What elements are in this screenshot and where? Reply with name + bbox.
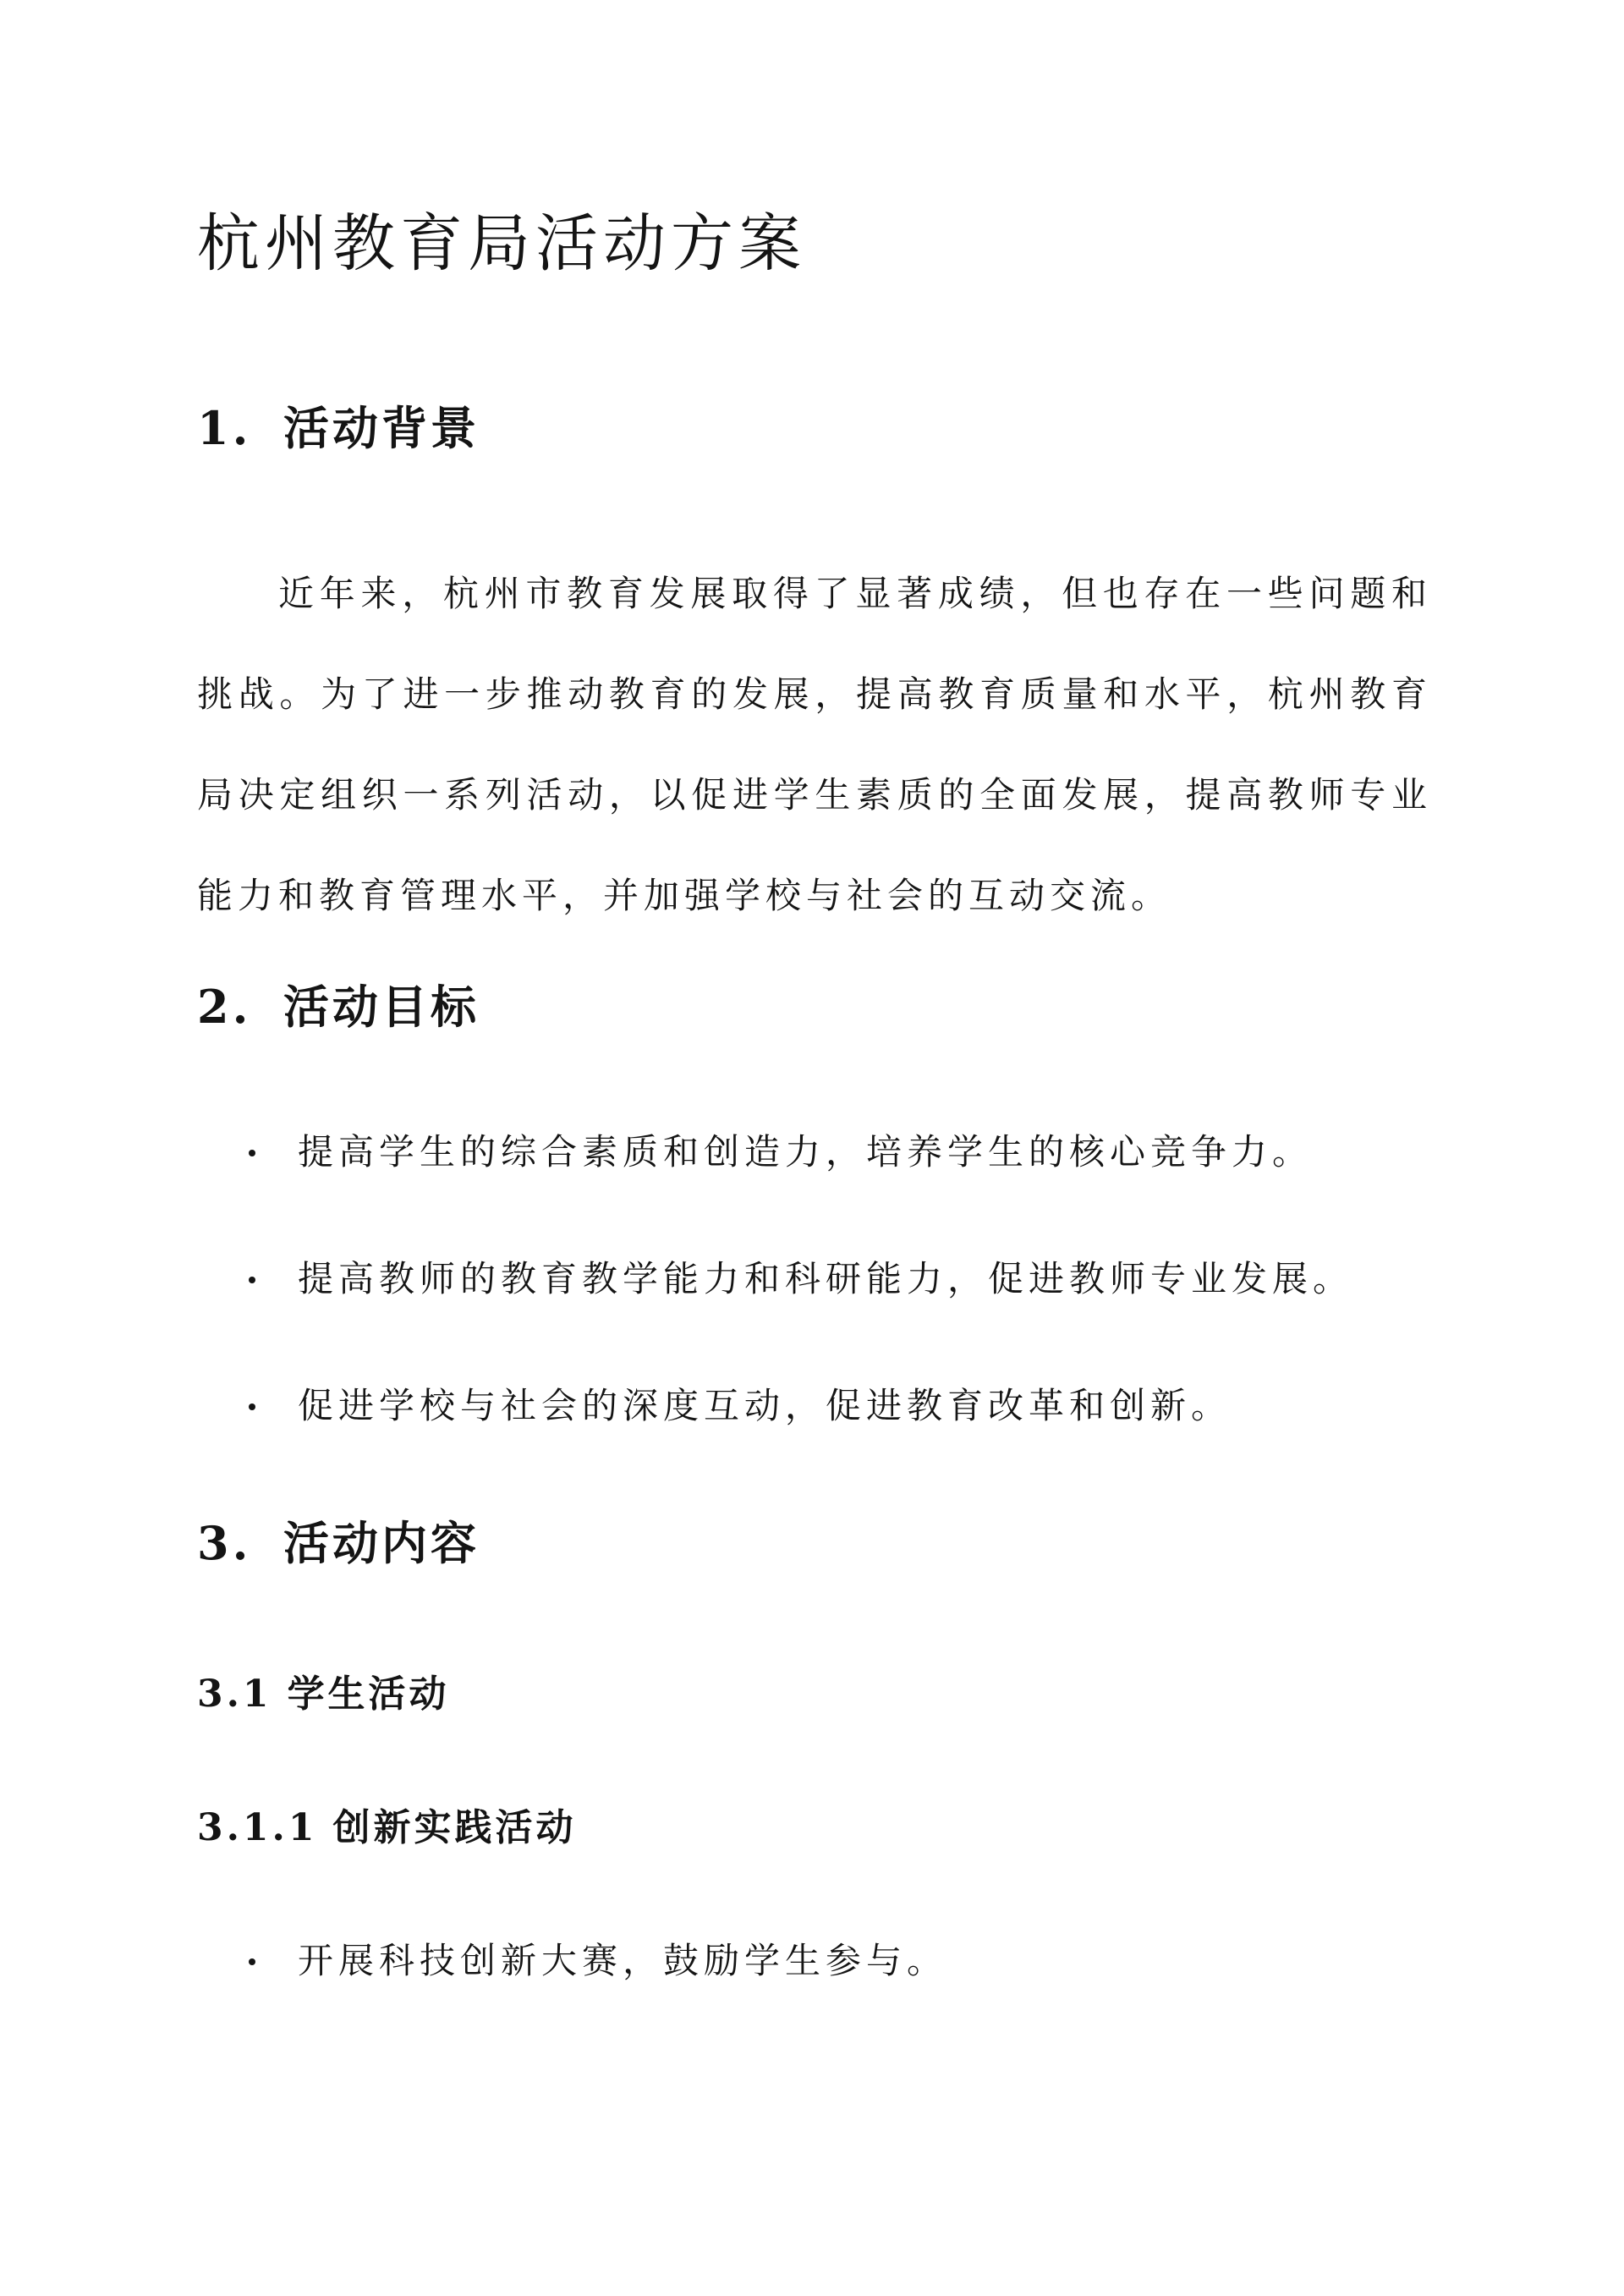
section-3-heading xyxy=(197,1509,480,1577)
list-item-text: 提高学生的综合素质和创造力，培养学生的核心竞争力。 xyxy=(298,1131,1314,1173)
section-1-title: 活动背景 xyxy=(283,401,480,455)
subsection-3-1-title: 学生活动 xyxy=(287,1673,450,1716)
section-3-number: 3. xyxy=(197,1516,252,1570)
subsection-3-1-1-title: 创新实践活动 xyxy=(332,1806,577,1849)
section-2-number: 2. xyxy=(197,980,252,1034)
bullet-dot-icon xyxy=(249,1403,255,1410)
bullet-dot-icon xyxy=(249,1277,255,1283)
document-title: 杭州教育局活动方案 xyxy=(197,207,806,280)
subsection-3-1-number: 3.1 xyxy=(197,1673,272,1716)
section-2-title: 活动目标 xyxy=(283,980,480,1034)
list-item-text: 开展科技创新大赛，鼓励学生参与。 xyxy=(298,1940,948,1981)
section-2-heading xyxy=(197,973,480,1041)
section-1-number: 1. xyxy=(197,401,252,455)
list-item-text: 提高教师的教育教学能力和科研能力，促进教师专业发展。 xyxy=(298,1258,1354,1299)
subsection-3-1-1-number: 3.1.1 xyxy=(197,1806,318,1849)
subsection-3-1-heading xyxy=(197,1665,450,1724)
section-1-heading xyxy=(197,394,480,462)
section-3-title: 活动内容 xyxy=(283,1516,480,1570)
subsection-3-1-1-heading xyxy=(197,1799,576,1858)
bullet-dot-icon xyxy=(249,1958,255,1965)
section-1-paragraph: 近年来，杭州市教育发展取得了显著成绩，但也存在一些问题和挑战。为了进一步推动教育的发展，提高教育质量和水平，杭州教育局决定组织一系列活动，以促进学生素质的全面发展，提高教师专业能力和教育管理水平，并加强学校与社会的互动交流。 xyxy=(197,573,1432,916)
bullet-dot-icon xyxy=(249,1150,255,1156)
list-item-text: 促进学校与社会的深度互动，促进教育改革和创新。 xyxy=(298,1385,1232,1426)
